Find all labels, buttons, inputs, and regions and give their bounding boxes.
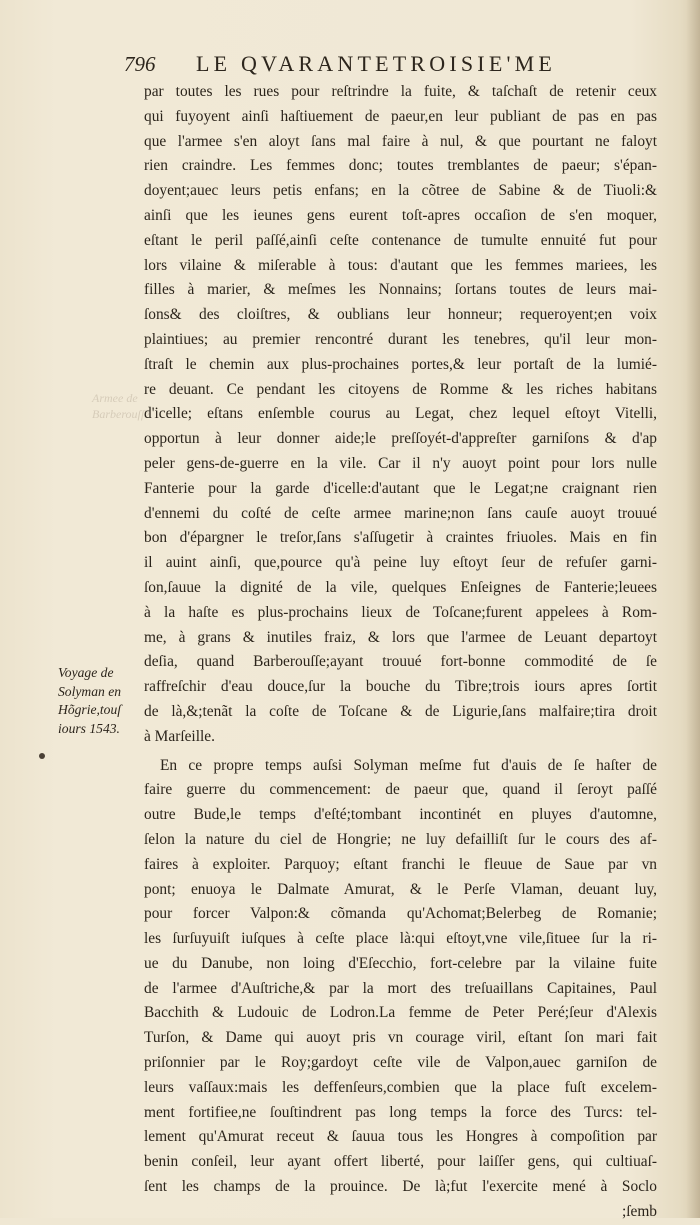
text-line: Bacchith & Ludouic de Lodron.La femme de Peter Peré;ſeur d'Alexis — [144, 1004, 657, 1022]
paragraph-first-line: En ce propre temps auſsi Solyman meſme fut d'auis de ſe haſter de — [160, 756, 657, 774]
text-line: lors vilaine & miſerable à tous: d'autant que les femmes mariees, les — [144, 256, 657, 274]
text-line: pont; enuoya le Dalmate Amurat, & le Perſe Vlaman, deuant luy, — [144, 880, 657, 898]
margin-note-line: Voyage de — [58, 665, 114, 680]
text-line: les ſurſuyuiſt iuſques à ceſte place là:qui eſtoyt,vne vile,ſituee ſur la ri- — [144, 930, 657, 948]
text-line: re deuant. Ce pendant les citoyens de Romme & les riches habitans — [144, 380, 657, 398]
text-line: ſon,ſauue la dignité de la vile, quelques Enſeignes de Fanterie;leuees — [144, 578, 657, 596]
text-line: ſons& des cloiſtres, & oublians leur honneur; requeroyent;en voix — [144, 306, 657, 324]
text-line: filles à marier, & meſmes les Nonnains; ſortans toutes de leurs mai- — [144, 281, 657, 299]
text-line: peler gens-de-guerre en la vile. Car il n'y auoyt point pour lors nulle — [144, 454, 657, 472]
text-line: priſonnier par le Roy;gardoyt ceſte vile de Valpon,auec garniſon de — [144, 1054, 657, 1072]
faded-note-line: Barberouſſe — [92, 407, 150, 421]
text-line: de l'armee d'Auſtriche,& par la mort des treſuaillans Capitaines, Paul — [144, 979, 657, 997]
margin-note-line: Hõgrie,touſ — [58, 702, 122, 718]
text-line: deſia, quand Barberouſſe;ayant trouué fort-bonne commodité de ſe — [144, 653, 657, 671]
text-line: à Marſeille. — [144, 727, 215, 745]
margin-note — [58, 664, 144, 738]
text-line: ainſi que les ieunes gens eurent toſt-apres occaſion de s'en moquer, — [144, 206, 657, 224]
text-line: à la haſte es plus-prochains lieux de Toſcane;furent appelees à Rom- — [144, 603, 657, 621]
text-line: faire guerre du commencement: de paeur que, quand il ſeroyt paſſé — [144, 781, 657, 799]
text-line: opportun à leur donner aide;le preſſoyét-d'appreſter garniſons & d'ap — [144, 430, 657, 448]
text-line: Fanterie pour la garde d'icelle:d'autant que le Legat;ne craignant rien — [144, 479, 657, 497]
text-line: ue du Danube, non loing d'Eſecchio, fort-celebre par la vilaine fuite — [144, 954, 657, 972]
text-line: lement qu'Amurat receut & ſauua tous les Hongres à compoſition par — [144, 1128, 657, 1146]
text-line: doyent;auec leurs petis enfans; en la cõtree de Sabine & de Tiuoli:& — [144, 182, 657, 200]
text-line: eſtant le peril paſſé,ainſi ceſte contenance de tumulte ennuité fut pour — [144, 231, 657, 249]
text-line: Turſon, & Dame qui auoyt pris vn courage viril, eſtant ſon mari fait — [144, 1029, 657, 1047]
ink-mark — [39, 753, 45, 759]
text-line: ment fortifiee,ne ſouſtindrent pas long temps la force des Turcs: tel- — [144, 1103, 657, 1121]
catchword: ;ſemb — [621, 1202, 657, 1220]
text-line: ſent les champs de la prouince. De là;fut l'exercite mené à Soclo — [144, 1178, 657, 1196]
page-edge-shadow — [686, 0, 700, 1218]
text-line: d'icelle; eſtans enſemble courus au Legat, chez lequel eſtoyt Vitelli, — [144, 405, 657, 423]
text-line: de là,&;tenãt la coſte de Toſcane & de Ligurie,ſans malfaire;tira droit — [144, 702, 657, 720]
text-line: par toutes les rues pour reſtrindre la fuite, & taſchaſt de retenir ceux — [144, 83, 657, 100]
text-line: raffreſchir d'eau douce,ſur la bouche du Tibre;trois iours apres ſortit — [144, 678, 657, 696]
text-line: faires à exploiter. Parquoy; eſtant franchi le fleuue de Saue par vn — [144, 855, 657, 873]
running-title: LE QVARANTETROISIE'ME — [196, 51, 557, 76]
text-line: qui fuyoyent ainſi haſtiuement de paeur,en leur publiant de pas en pas — [144, 107, 657, 125]
text-line: ſelon la nature du ciel de Hongrie; ne luy defailliſt ſur le cours des af- — [144, 830, 657, 848]
text-line: pour forcer Valpon:& cõmanda qu'Achomat;Belerbeg de Romanie; — [144, 905, 657, 923]
text-line: ſtraſt le chemin aux plus-prochaines portes,& leur portaſt de la lumié- — [144, 355, 657, 373]
text-line: benin conſeil, leur ayant offert liberté, pour laiſſer gens, qui cultiuaſ- — [144, 1153, 657, 1171]
text-line: me, à grans & inutiles fraiz, & lors que l'armee de Leuant departoyt — [144, 628, 657, 646]
text-line: que l'armee s'en aloyt ſans mal faire à nul, & que pourtant ne faloyt — [144, 132, 657, 150]
faded-margin-note — [92, 390, 150, 422]
text-line: plaintiues; au premier rencontré durant les tenebres, qu'il leur mon- — [144, 330, 657, 348]
text-line: il auint ainſi, que,pource qu'à peine luy eſtoyt ſeur de refuſer garni- — [144, 554, 657, 572]
margin-note-line: iours 1543. — [58, 720, 120, 736]
text-line: outre Bude,le temps d'eſté;tombant incontinét en pluyes d'automne, — [144, 806, 657, 824]
faded-note-line: Armee de — [92, 391, 138, 405]
body-text — [144, 80, 657, 1225]
margin-note-line: Solyman en — [58, 683, 122, 699]
text-line: leurs vaſſaux:mais les deffenſeurs,combien que la place fuſt excelem- — [144, 1078, 657, 1096]
text-line: rien craindre. Les femmes donc; toutes tremblantes de paeur; s'épan- — [144, 157, 657, 175]
text-line: d'ennemi du coſté de ceſte armee marine;non ſans cauſe auoyt trouué — [144, 504, 657, 522]
text-line: bon d'épargner le treſor,ſans s'aſſugetir à craintes friuoles. Mais en fin — [144, 529, 657, 547]
page-number: 796 — [124, 52, 156, 76]
